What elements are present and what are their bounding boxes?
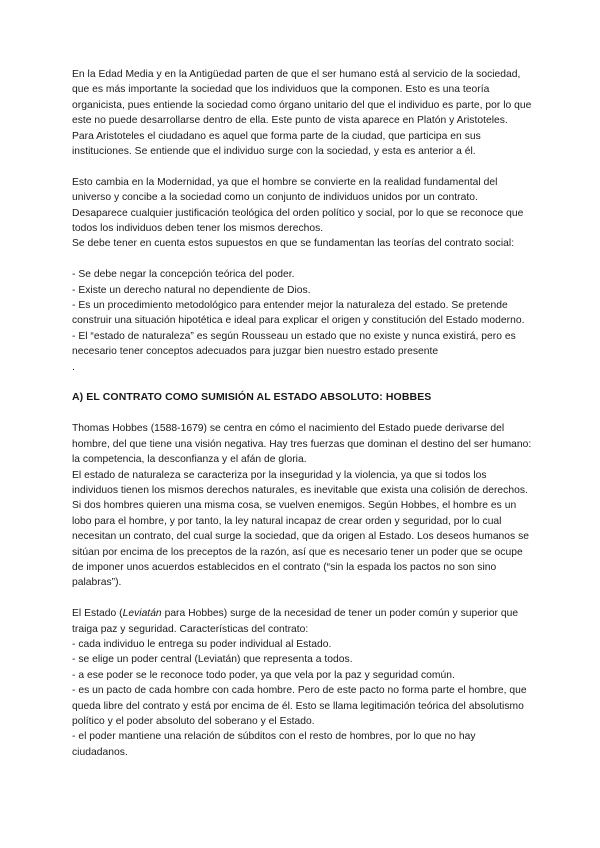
list-item: - se elige un poder central (Leviatán) que representa a todos. xyxy=(72,654,353,666)
p3-text-after: para Hobbes) surge de la necesidad de tener un poder común y superior que traiga paz y seguridad. Características del contrato: xyxy=(72,608,519,635)
spacer xyxy=(72,406,532,421)
intro-paragraph-2: Esto cambia en la Modernidad, ya que el hombre se convierte en la realidad fundamental del universo y concibe a la sociedad como un conjunto de individuos unidos por un contrato. Desaparece cualquier justificación teológica del orden político y social, por lo que se reconoce que todos los individuos deben tener los mismos derechos. xyxy=(72,176,524,235)
trailing-dot: . xyxy=(72,361,75,373)
hobbes-paragraph-3 xyxy=(72,606,532,637)
list-item: - cada individuo le entrega su poder individual al Estado. xyxy=(72,638,332,650)
hobbes-paragraph-2: El estado de naturaleza se caracteriza por la inseguridad y la violencia, ya que si todos los individuos tienen los mismos derechos naturales, es inevitable que exista una colisión de derechos. Si dos hombres quieren una misma cosa, se vuelven enemigos. Según Hobbes, el hombre es un lobo para el hombre, y por tanto, la ley natural incapaz de crear orden y seguridad, por lo cual necesitan un contrato, del cual surge la sociedad, que da origen al Estado. Los deseos humanos se sitúan por encima de los preceptos de la razón, así que es necesario tener un poder que se ocupe de imponer unos acuerdos establecidos en el contrato (“sin la espada los pactos no son sino palabras”). xyxy=(72,469,530,589)
list-item: - a ese poder se le reconoce todo poder, ya que vela por la paz y seguridad común. xyxy=(72,669,455,681)
list-item: - Existe un derecho natural no dependiente de Dios. xyxy=(72,284,311,296)
spacer xyxy=(72,375,532,390)
list-item: - Es un procedimiento metodológico para entender mejor la naturaleza del estado. Se pretende construir una situación hipotética e ideal para explicar el origen y constitución del Estado moderno. xyxy=(72,300,525,327)
intro-paragraph-1: En la Edad Media y en la Antigüedad parten de que el ser humano está al servicio de la sociedad, que es más importante la sociedad que los individuos que la componen. Esto es una teoría organicista, pues entiende la sociedad como órgano unitario del que el individuo es parte, por lo que este no puede desarrollarse dentro de ella. Este punto de vista aparece en Platón y Aristoteles. Para Aristoteles el ciudadano es aquel que forma parte de la ciudad, que participa en sus instituciones. Se entiende que el individuo surge con la sociedad, y esta es anterior a él. xyxy=(72,69,532,158)
spacer xyxy=(72,591,532,606)
intro-paragraph-3: Se debe tener en cuenta estos supuestos en que se fundamentan las teorías del contrato social: xyxy=(72,238,515,250)
leviatan-italic: Leviatán xyxy=(122,608,162,620)
list-item: - El “estado de naturaleza” es según Rousseau un estado que no existe y nunca existirá, pero es necesario tener conceptos adecuados para juzgar bien nuestro estado presente xyxy=(72,330,516,358)
p3-text-before: El Estado ( xyxy=(72,608,123,620)
document-page xyxy=(72,67,532,760)
section-heading: A) EL CONTRATO COMO SUMISIÓN AL ESTADO ABSOLUTO: HOBBES xyxy=(72,391,432,404)
assumptions-list xyxy=(72,267,532,359)
spacer xyxy=(72,252,532,267)
hobbes-paragraph-1: Thomas Hobbes (1588-1679) se centra en cómo el nacimiento del Estado puede derivarse del hombre, del que tiene una visión negativa. Hay tres fuerzas que dominan el destino del ser humano: la competencia, la desconfianza y el afán de gloria. xyxy=(72,423,532,466)
list-item: - Se debe negar la concepción teórica del poder. xyxy=(72,269,295,281)
spacer xyxy=(72,159,532,174)
characteristics-list xyxy=(72,637,532,760)
list-item: - es un pacto de cada hombre con cada hombre. Pero de este pacto no forma parte el hombre, que queda libre del contrato y está por encima de él. Esto se llama legitimación teórica del absolutismo político y el poder absoluto del soberano y el Estado. xyxy=(72,685,527,727)
list-item: - el poder mantiene una relación de súbditos con el resto de hombres, por lo que no hay ciudadanos. xyxy=(72,731,476,758)
